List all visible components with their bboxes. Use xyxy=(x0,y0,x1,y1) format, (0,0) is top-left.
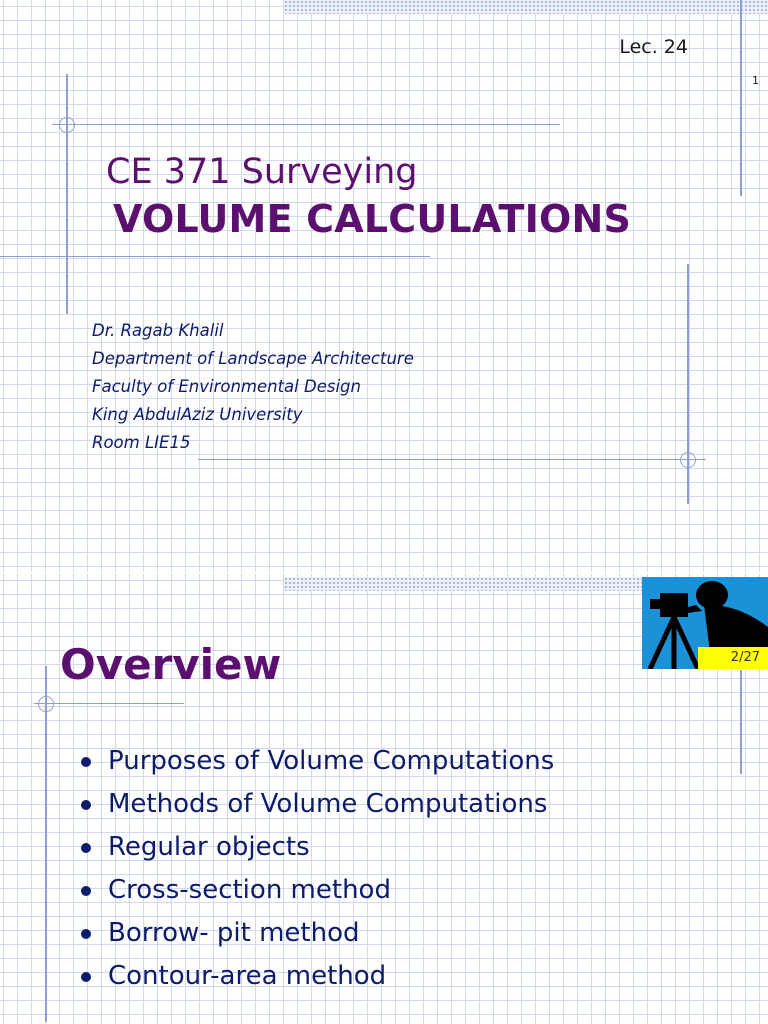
decor-line xyxy=(740,670,742,774)
list-item xyxy=(78,955,554,998)
decor-line xyxy=(52,124,560,125)
section-heading: Overview xyxy=(60,640,282,689)
decor-line xyxy=(34,703,184,704)
bullet-icon xyxy=(81,843,91,853)
author-line: Dr. Ragab Khalil xyxy=(92,321,224,340)
bullet-icon xyxy=(81,757,91,767)
decor-line xyxy=(0,256,430,257)
bullet-icon xyxy=(81,800,91,810)
author-line: Faculty of Environmental Design xyxy=(92,377,361,396)
decor-line xyxy=(45,666,47,1022)
list-item xyxy=(78,740,554,783)
crosshair-circle-icon xyxy=(59,117,75,133)
page-indicator: 2/27 xyxy=(698,647,768,669)
page-title: VOLUME CALCULATIONS xyxy=(113,197,632,241)
dotted-bar xyxy=(284,0,768,14)
bullet-icon xyxy=(81,929,91,939)
list-item-text: Regular objects xyxy=(108,832,310,862)
list-item-text: Cross-section method xyxy=(108,875,391,905)
crosshair-circle-icon xyxy=(680,452,696,468)
lecture-number: Lec. 24 xyxy=(619,36,688,58)
list-item xyxy=(78,826,554,869)
list-item xyxy=(78,783,554,826)
decor-line xyxy=(740,0,742,196)
bullet-icon xyxy=(81,972,91,982)
list-item-text: Contour-area method xyxy=(108,961,387,991)
bullet-icon xyxy=(81,886,91,896)
course-title: CE 371 Surveying xyxy=(106,152,418,192)
decor-line xyxy=(198,459,706,460)
page-number: 1 xyxy=(752,74,759,87)
list-item-text: Borrow- pit method xyxy=(108,918,360,948)
list-item xyxy=(78,912,554,955)
author-info xyxy=(92,317,414,457)
decor-line xyxy=(687,264,689,504)
overview-slide xyxy=(0,574,768,1024)
list-item-text: Methods of Volume Computations xyxy=(108,789,548,819)
author-line: King AbdulAziz University xyxy=(92,405,303,424)
dotted-bar xyxy=(284,577,644,591)
crosshair-circle-icon xyxy=(38,696,54,712)
author-line: Department of Landscape Architecture xyxy=(92,349,414,368)
list-item-text: Purposes of Volume Computations xyxy=(108,746,555,776)
list-item xyxy=(78,869,554,912)
author-line: Room LIE15 xyxy=(92,433,191,452)
bullet-list xyxy=(78,740,554,998)
decor-line xyxy=(66,74,68,314)
surveyor-photo xyxy=(642,577,768,669)
